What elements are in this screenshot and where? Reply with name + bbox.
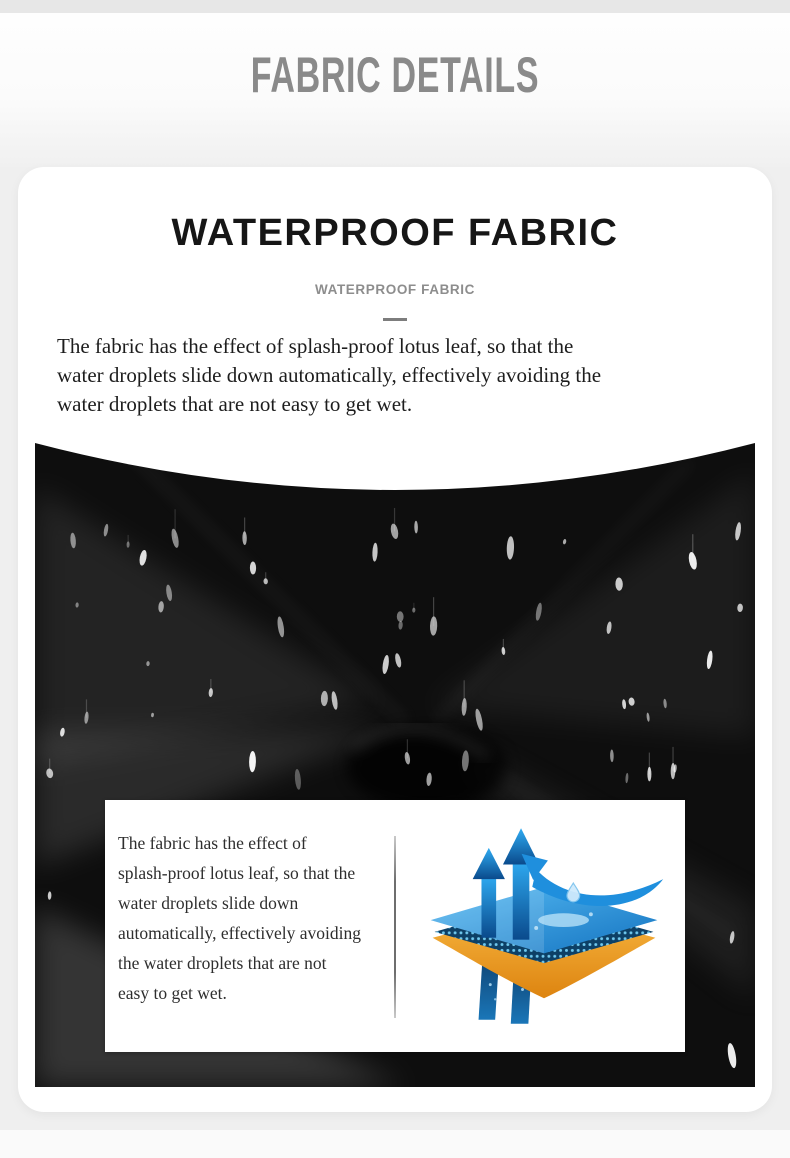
card-title: WATERPROOF FABRIC <box>171 212 619 254</box>
description-line: water droplets slide down automatically, effectively avoiding the <box>57 363 602 387</box>
top-divider-strip <box>0 0 790 13</box>
vertical-divider <box>394 836 396 1018</box>
description-line: water droplets that are not easy to get wet. <box>57 392 413 416</box>
fabric-details-card <box>18 167 772 1112</box>
description-line: The fabric has the effect of splash-proof lotus leaf, so that the <box>57 334 574 358</box>
inset-text-line: splash-proof lotus leaf, so that the <box>118 863 356 883</box>
inset-text-line: automatically, effectively avoiding <box>118 923 361 943</box>
inset-text-line: water droplets slide down <box>118 893 299 913</box>
divider-dash <box>383 318 407 321</box>
description-paragraph <box>57 332 757 419</box>
inset-text-line: easy to get wet. <box>118 983 227 1003</box>
inset-text-line: the water droplets that are not <box>118 953 327 973</box>
inset-info-card <box>105 800 685 1052</box>
inset-text-block <box>118 828 396 1008</box>
next-section-band <box>0 1130 790 1158</box>
card-subtitle: WATERPROOF FABRIC <box>315 282 475 297</box>
section-heading: FABRIC DETAILS <box>250 47 540 103</box>
fabric-photo <box>35 437 755 1087</box>
inset-text-line: The fabric has the effect of <box>118 833 307 853</box>
fabric-layers-diagram <box>417 816 671 1036</box>
water-drop-icon <box>567 883 580 902</box>
